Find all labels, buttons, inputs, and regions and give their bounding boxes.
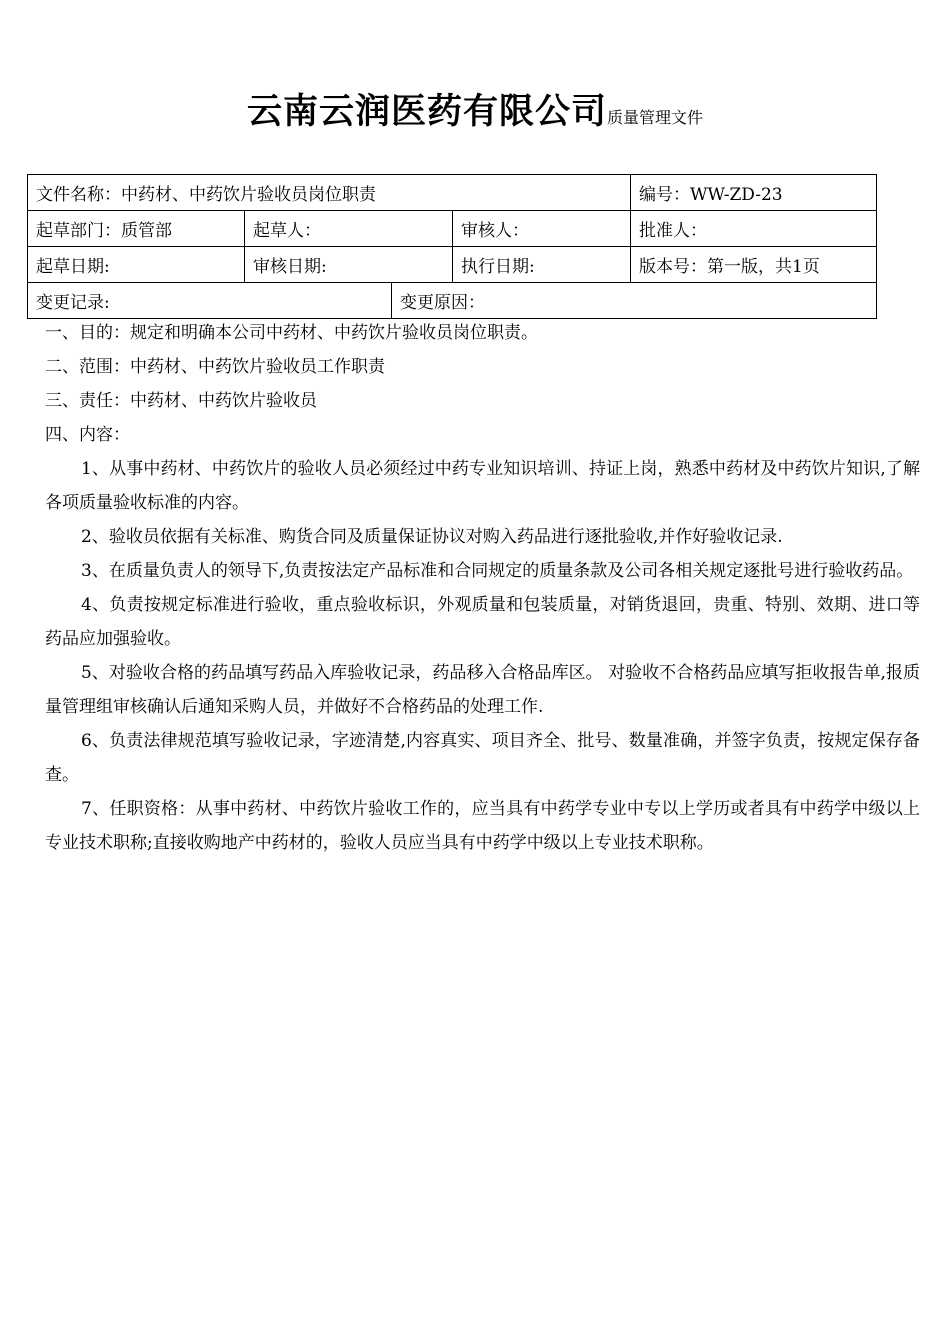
content-item: 6、负责法律规范填写验收记录，字迹清楚,内容真实、项目齐全、批号、数量准确，并签字负责，按规定保存备查。	[45, 731, 920, 785]
content-item: 5、对验收合格的药品填写药品入库验收记录，药品移入合格品库区。 对验收不合格药品应填写拒收报告单,报质量管理组审核确认后通知采购人员，并做好不合格药品的处理工作.	[45, 663, 920, 717]
table-row	[28, 247, 877, 283]
draft-date-cell: 起草日期:	[28, 247, 245, 283]
content-item: 7、任职资格：从事中药材、中药饮片验收工作的，应当具有中药学专业中专以上学历或者具有中药学中级以上专业技术职称;直接收购地产中药材的，验收人员应当具有中药学中级以上专业技术职称。	[45, 799, 920, 853]
document-title	[0, 84, 950, 134]
content-item: 4、负责按规定标准进行验收，重点验收标识，外观质量和包装质量，对销货退回，贵重、特别、效期、进口等药品应加强验收。	[45, 595, 920, 649]
content-item: 1、从事中药材、中药饮片的验收人员必须经过中药专业知识培训、持证上岗，熟悉中药材及中药饮片知识,了解各项质量验收标准的内容。	[45, 459, 920, 513]
change-reason-cell: 变更原因：	[392, 283, 877, 319]
effective-date-cell: 执行日期:	[453, 247, 631, 283]
company-name: 云南云润医药有限公司	[246, 92, 607, 132]
table-row	[28, 175, 877, 211]
version-cell: 版本号：第一版，共1页	[631, 247, 877, 283]
document-type: 质量管理文件	[607, 108, 704, 127]
drafter-cell: 起草人：	[245, 211, 453, 247]
content-heading: 四、内容：	[45, 425, 130, 445]
approver-cell: 批准人：	[631, 211, 877, 247]
content-item: 2、验收员依据有关标准、购货合同及质量保证协议对购入药品进行逐批验收,并作好验收记录.	[81, 527, 783, 547]
purpose-section: 一、目的：规定和明确本公司中药材、中药饮片验收员岗位职责。	[45, 323, 538, 343]
document-body	[45, 316, 920, 860]
document-info-table	[27, 174, 877, 319]
reviewer-cell: 审核人：	[453, 211, 631, 247]
doc-number-cell: 编号：WW-ZD-23	[631, 175, 877, 211]
file-name-cell: 文件名称：中药材、中药饮片验收员岗位职责	[28, 175, 631, 211]
table-row	[28, 211, 877, 247]
content-item: 3、在质量负责人的领导下,负责按法定产品标准和合同规定的质量条款及公司各相关规定逐批号进行验收药品。	[81, 561, 914, 581]
responsibility-section: 三、责任：中药材、中药饮片验收员	[45, 391, 317, 411]
scope-section: 二、范围：中药材、中药饮片验收员工作职责	[45, 357, 385, 377]
review-date-cell: 审核日期:	[245, 247, 453, 283]
change-record-cell: 变更记录:	[28, 283, 392, 319]
table-row	[28, 283, 877, 319]
draft-dept-cell: 起草部门：质管部	[28, 211, 245, 247]
